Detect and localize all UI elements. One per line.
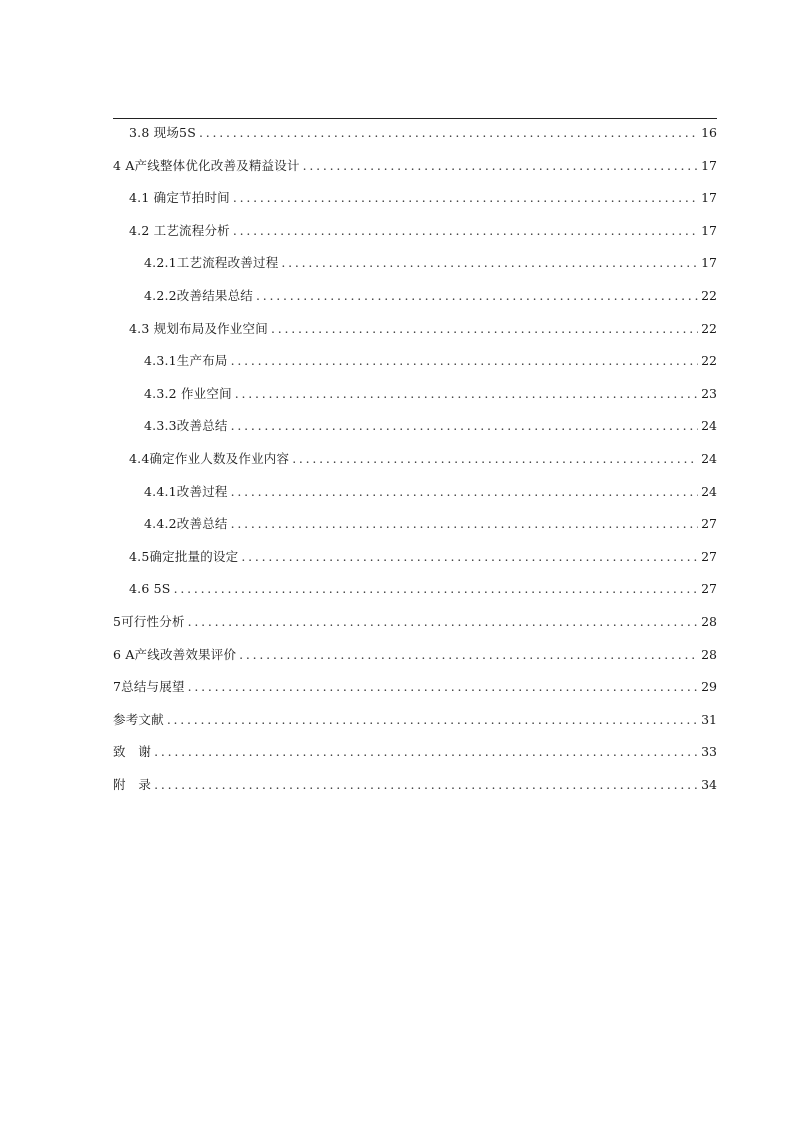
toc-dot-leader	[174, 573, 698, 606]
toc-entry-title: 4.2 工艺流程分析	[129, 222, 230, 238]
toc-entry[interactable]	[113, 443, 717, 476]
toc-entry-title: 4.2.1工艺流程改善过程	[144, 255, 279, 271]
toc-entry[interactable]	[113, 247, 717, 280]
toc-entry-title: 4 A产线整体优化改善及精益设计	[113, 157, 300, 173]
toc-page-number: 24	[701, 418, 717, 434]
toc-entry-title: 4.3 规划布局及作业空间	[129, 320, 268, 336]
toc-page-number: 22	[701, 320, 717, 336]
toc-page-number: 27	[701, 516, 717, 532]
toc-entry-title: 4.4.1改善过程	[144, 483, 228, 499]
toc-dot-leader	[256, 280, 698, 313]
toc-entry-title: 参考文献	[113, 711, 164, 727]
toc-entry[interactable]	[113, 508, 717, 541]
toc-entry[interactable]	[113, 280, 717, 313]
toc-entry-title: 4.1 确定节拍时间	[129, 190, 230, 206]
toc-dot-leader	[199, 117, 698, 150]
toc-entry-title: 4.6 5S	[129, 581, 171, 597]
toc-dot-leader	[231, 410, 698, 443]
toc-page-number: 34	[701, 776, 717, 792]
toc-entry-title: 6 A产线改善效果评价	[113, 646, 237, 662]
toc-entry[interactable]	[113, 769, 717, 802]
toc-dot-leader	[231, 508, 698, 541]
toc-entry[interactable]	[113, 150, 717, 183]
toc-page-number: 27	[701, 548, 717, 564]
toc-page-number: 22	[701, 287, 717, 303]
toc-entry-title: 4.3.1生产布局	[144, 353, 228, 369]
toc-page-number: 17	[701, 255, 717, 271]
toc-entry-title: 4.3.3改善总结	[144, 418, 228, 434]
toc-dot-leader	[235, 378, 698, 411]
toc-entry-title: 4.4.2改善总结	[144, 516, 228, 532]
toc-dot-leader	[154, 736, 698, 769]
toc-dot-leader	[233, 215, 698, 248]
toc-page-number: 24	[701, 483, 717, 499]
toc-entry-title: 4.3.2 作业空间	[144, 385, 232, 401]
toc-dot-leader	[239, 639, 698, 672]
toc-entry-title: 7总结与展望	[113, 679, 185, 695]
toc-entry-title: 5可行性分析	[113, 613, 185, 629]
toc-entry-title: 4.4确定作业人数及作业内容	[129, 450, 290, 466]
toc-page-number: 17	[701, 190, 717, 206]
toc-dot-leader	[292, 443, 698, 476]
toc-dot-leader	[154, 769, 698, 802]
toc-page-number: 33	[701, 744, 717, 760]
toc-entry[interactable]	[113, 704, 717, 737]
toc-page-number: 24	[701, 450, 717, 466]
toc-entry-title: 致 谢	[113, 744, 152, 760]
toc-dot-leader	[188, 606, 698, 639]
toc-entry[interactable]	[113, 639, 717, 672]
toc-page-number: 16	[701, 125, 717, 140]
toc-entry[interactable]	[113, 671, 717, 704]
toc-entry[interactable]	[113, 573, 717, 606]
toc-dot-leader	[231, 476, 698, 509]
toc-page-number: 31	[701, 711, 717, 727]
toc-page-number: 23	[701, 385, 717, 401]
toc-entry[interactable]	[113, 182, 717, 215]
toc-page-number: 17	[701, 157, 717, 173]
table-of-contents	[113, 117, 717, 801]
toc-entry[interactable]	[113, 378, 717, 411]
toc-entry[interactable]	[113, 476, 717, 509]
toc-page-number: 29	[701, 679, 717, 695]
toc-entry[interactable]	[113, 410, 717, 443]
toc-page-number: 28	[701, 613, 717, 629]
toc-dot-leader	[271, 313, 698, 346]
toc-entry[interactable]	[113, 117, 717, 150]
toc-dot-leader	[233, 182, 698, 215]
toc-entry[interactable]	[113, 345, 717, 378]
toc-dot-leader	[231, 345, 698, 378]
toc-entry-title: 4.5确定批量的设定	[129, 548, 239, 564]
toc-entry-title: 4.2.2改善结果总结	[144, 287, 254, 303]
toc-entry-title: 3.8 现场5S	[129, 125, 196, 140]
toc-page-number: 22	[701, 353, 717, 369]
toc-dot-leader	[303, 150, 698, 183]
toc-page-number: 17	[701, 222, 717, 238]
toc-page-number: 28	[701, 646, 717, 662]
toc-entry-title: 附 录	[113, 776, 152, 792]
toc-dot-leader	[281, 247, 698, 280]
toc-entry[interactable]	[113, 736, 717, 769]
toc-dot-leader	[241, 541, 698, 574]
toc-page-number: 27	[701, 581, 717, 597]
toc-dot-leader	[188, 671, 698, 704]
toc-entry[interactable]	[113, 541, 717, 574]
toc-dot-leader	[167, 704, 698, 737]
toc-entry[interactable]	[113, 606, 717, 639]
toc-entry[interactable]	[113, 313, 717, 346]
toc-entry[interactable]	[113, 215, 717, 248]
